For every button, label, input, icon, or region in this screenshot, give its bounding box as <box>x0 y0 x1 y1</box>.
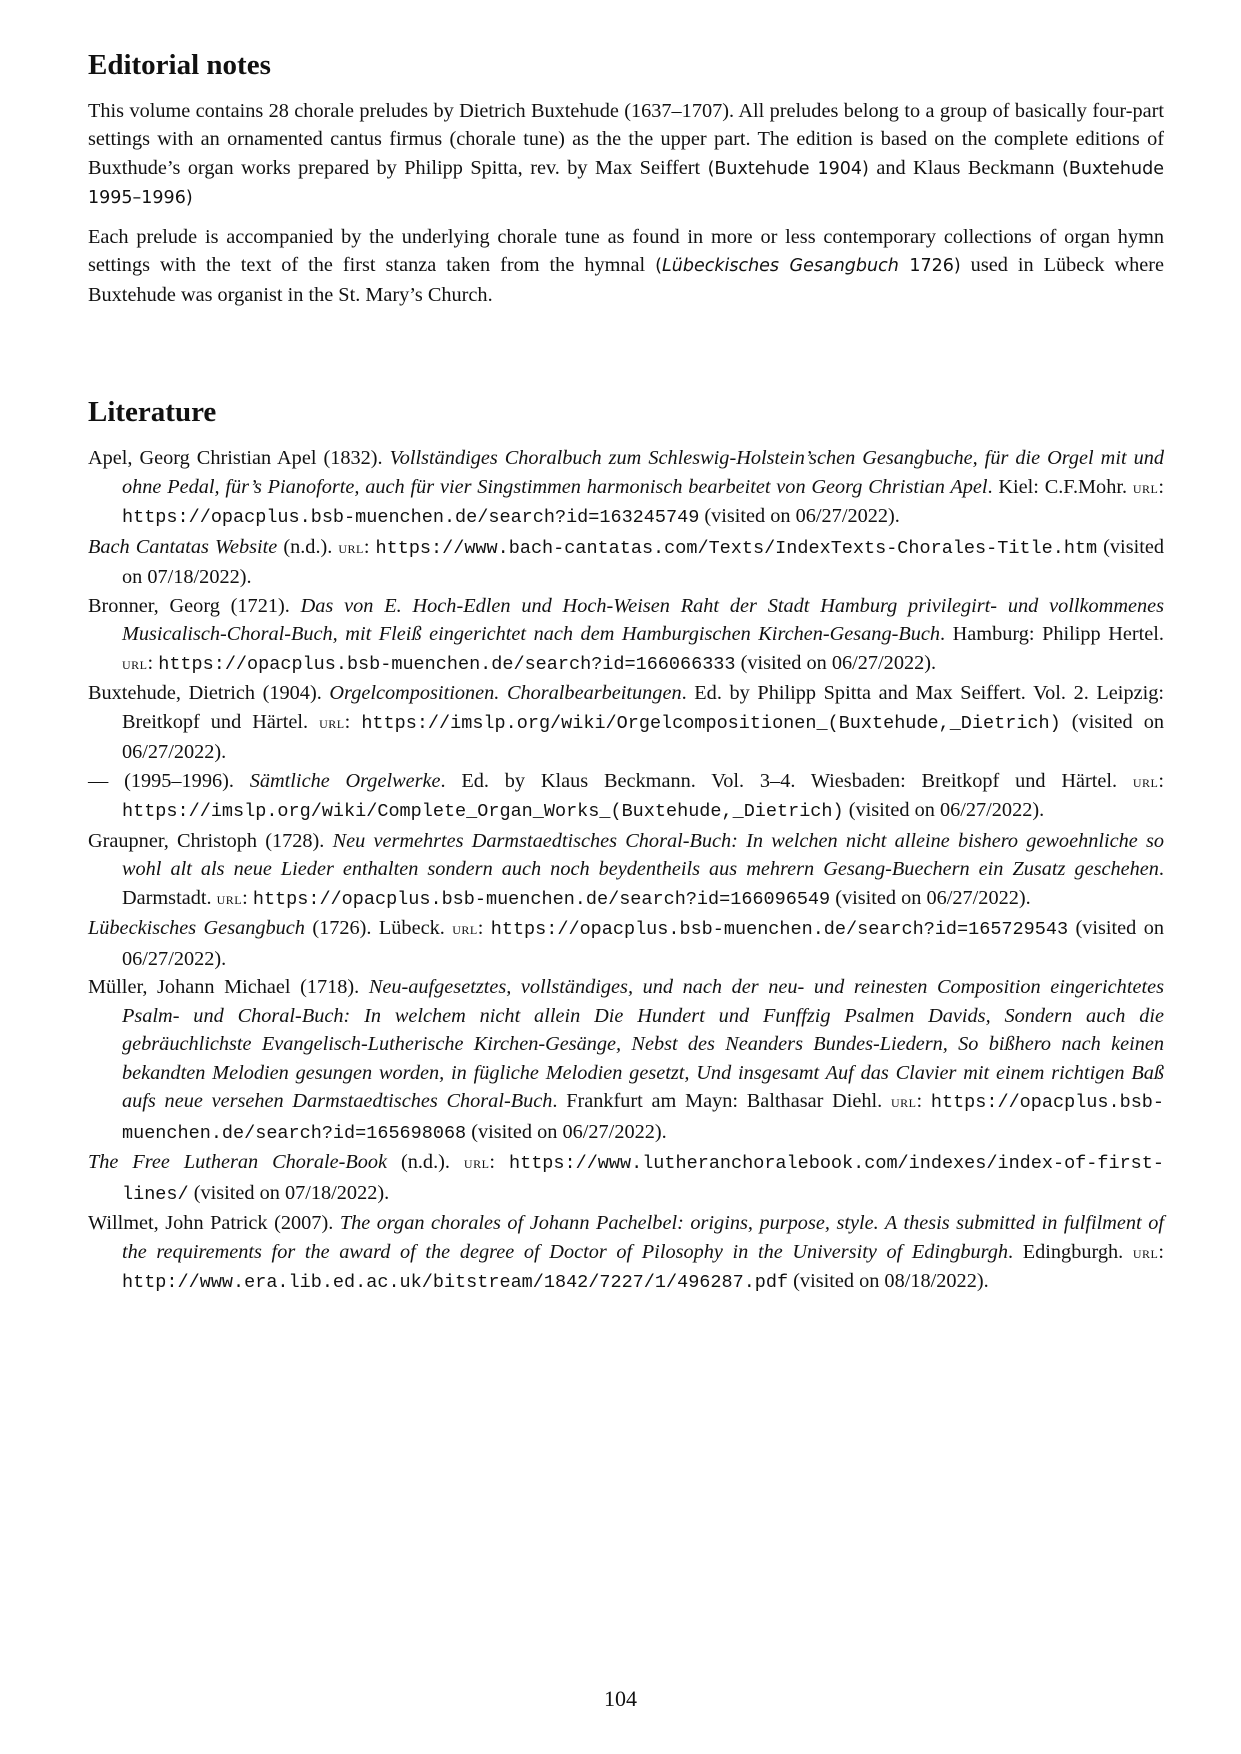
text-run: : <box>1158 769 1165 792</box>
bibliography-list <box>88 444 1164 1298</box>
url-link[interactable]: https://opacplus.bsb-muenchen.de/search?id=165698068 <box>122 1092 1164 1144</box>
bibliography-entry <box>88 1148 1164 1209</box>
text-run: ( <box>655 256 662 277</box>
url-link[interactable]: https://imslp.org/wiki/Orgelcompositionen_(Buxtehude,_Dietrich) <box>361 712 1061 734</box>
text-run: Each prelude is accompanied by the underlying chorale tune as found in more or less contemporary collections of organ hymn settings with the text of the first stanza taken from the hymnal <box>88 225 1164 277</box>
text-run: url <box>319 712 345 732</box>
text-run: (visited on 07/18/2022). <box>122 535 1164 589</box>
text-run: : <box>363 535 376 558</box>
text-run: Buxtehude, Dietrich (1904). <box>88 682 330 705</box>
page-content <box>88 48 1164 1298</box>
bibliography-entry <box>88 973 1164 1148</box>
bibliography-entry <box>88 592 1164 680</box>
text-run: . Hamburg: Philipp Hertel. <box>940 623 1164 646</box>
text-run: (visited on 06/27/2022). <box>735 651 937 674</box>
text-run: url <box>1132 771 1159 791</box>
url-link[interactable]: https://opacplus.bsb-muenchen.de/search?id=165729543 <box>490 919 1069 941</box>
url-link[interactable]: https://www.bach-cantatas.com/Texts/IndexTexts-Chorales-Title.htm <box>375 537 1098 559</box>
text-run: (visited on 06/27/2022). <box>122 917 1164 970</box>
text-run: . Kiel: C.F.Mohr. <box>987 475 1133 498</box>
text-run: . Ed. by Klaus Beckmann. Vol. 3–4. Wiesbaden: Breitkopf und Härtel. <box>440 769 1133 792</box>
bibliography-entry <box>88 1209 1164 1298</box>
text-run: : <box>242 886 253 909</box>
text-run: : <box>1158 1240 1164 1263</box>
text-run: (visited on 06/27/2022). <box>699 505 900 528</box>
text-run: (visited on 06/27/2022). <box>466 1120 667 1143</box>
text-run: : <box>344 710 362 733</box>
text-run: . Edingburgh. <box>1008 1240 1133 1263</box>
work-title: Sämtliche Orgelwerke <box>249 769 441 792</box>
text-run: url <box>463 1153 490 1173</box>
url-link[interactable]: https://www.lutheranchoralebook.com/indexes/index-of-first-lines/ <box>122 1153 1164 1205</box>
text-run: Müller, Johann Michael (1718). <box>88 976 369 999</box>
work-title: Neu vermehrtes Darmstaedtisches Choral-Buch: In welchen nicht alleine bishero gewoehnliche so wohl alt als neue Lieder enthalten sondern auch noch beydentheils aus mehrern Gesang-Buechern ein Zusatz geschehen <box>122 829 1164 881</box>
url-link[interactable]: https://opacplus.bsb-muenchen.de/search?id=166096549 <box>252 888 831 910</box>
text-run: used in Lübeck where Buxtehude was organist in the St. Mary’s Church. <box>88 254 1164 306</box>
text-run: This volume contains 28 chorale preludes by Dietrich Buxtehude (1637–1707). All preludes belong to a group of basically four-part settings with an ornamented cantus firmus (chorale tune) as the the upper part. The edition is based on the complete editions of Buxthude’s organ works prepared by Philipp Spitta, rev. by Max Seiffert <box>88 99 1164 179</box>
bibliography-entry <box>88 914 1164 973</box>
text-run: (n.d.). <box>277 535 339 558</box>
text-run: : <box>1158 475 1164 498</box>
text-run: Graupner, Christoph (1728). <box>88 829 333 852</box>
work-title: Neu-aufgesetztes, vollständiges, und nach der neu- und reinesten Composition eingerichtetes Psalm- und Choral-Buch: In welchem nicht allein Die Hundert und Funffzig Psalmen Davids, Sondern auch die gebräuchlichste Evangelisch-Lutherische Kirchen-Gesänge, Nebst des Neanders Bundes-Liedern, So bißhero nach keinen bekandten Melodien gesungen worden, in fügliche Melodien gesetzt, Und insgesamt Auf das Clavier mit einem richtigen Baß aufs neue versehen Darmstaedtisches Choral-Buch <box>122 976 1164 1113</box>
text-run: (visited on 06/27/2022). <box>830 886 1031 909</box>
text-run: (1726). Lübeck. <box>304 917 453 940</box>
text-run: url <box>890 1092 917 1112</box>
text-run: — (1995–1996). <box>88 769 250 792</box>
url-link[interactable]: https://imslp.org/wiki/Complete_Organ_Works_(Buxtehude,_Dietrich) <box>122 801 844 823</box>
work-title: Das von E. Hoch-Edlen und Hoch-Weisen Raht der Stadt Hamburg privilegirt- und vollkommenes Musicalisch-Choral-Buch, mit Fleiß eingerichtet nach dem Hamburgischen Kirchen-Gesang-Buch <box>122 594 1164 646</box>
page-number: 104 <box>604 1686 637 1711</box>
text-run: . Frankfurt am Mayn: Balthasar Diehl. <box>552 1090 891 1113</box>
text-run: : <box>916 1090 931 1113</box>
editorial-notes-heading: Editorial notes <box>88 49 271 81</box>
text-run: (visited on 07/18/2022). <box>188 1181 390 1204</box>
text-run: (visited on 06/27/2022). <box>843 799 1045 822</box>
work-title: Orgelcompositionen. Choralbearbeitungen <box>329 682 682 705</box>
text-run: . Darmstadt. <box>122 858 1164 909</box>
text-run: (n.d.). <box>387 1151 464 1174</box>
text-run: (visited on 08/18/2022). <box>788 1270 989 1293</box>
url-link[interactable]: https://opacplus.bsb-muenchen.de/search?id=166066333 <box>158 653 736 675</box>
work-title: Vollständiges Choralbuch zum Schleswig-Holstein’schen Gesangbuche, für die Orgel mit und ohne Pedal, für’s Pianoforte, auch für vier Singstimmen harmonisch bearbeitet von Georg Christian Apel <box>122 447 1164 498</box>
text-run: : <box>477 917 491 940</box>
text-run: . Ed. by Philipp Spitta and Max Seiffert. Vol. 2. Leipzig: Breitkopf und Härtel. <box>122 682 1164 733</box>
text-run: Apel, Georg Christian Apel (1832). <box>88 447 390 470</box>
text-run: (visited on 06/27/2022). <box>122 710 1164 764</box>
text-run: (Buxtehude 1995–1996) <box>88 158 1164 209</box>
text-run: and Klaus Beckmann <box>868 156 1063 179</box>
text-run: url <box>122 653 148 673</box>
text-run: url <box>1132 1242 1159 1262</box>
text-run: 1726) <box>898 256 961 277</box>
editorial-paragraph-2 <box>88 223 1164 310</box>
text-run: : <box>489 1151 509 1174</box>
text-run: url <box>1132 477 1159 497</box>
text-run: url <box>216 888 243 908</box>
text-run: : <box>147 651 159 674</box>
work-title: Bach Cantatas Website <box>88 535 278 558</box>
bibliography-entry <box>88 679 1164 767</box>
bibliography-entry <box>88 533 1164 592</box>
text-run: Willmet, John Patrick (2007). <box>88 1212 340 1235</box>
work-title: Lübeckisches Gesangbuch <box>88 917 305 940</box>
text-run: url <box>338 537 364 557</box>
bibliography-entry <box>88 444 1164 533</box>
work-title: Lübeckisches Gesangbuch <box>662 256 899 277</box>
text-run: Bronner, Georg (1721). <box>88 594 301 617</box>
bibliography-entry <box>88 827 1164 915</box>
text-run: url <box>452 919 478 939</box>
url-link[interactable]: https://opacplus.bsb-muenchen.de/search?id=163245749 <box>122 507 700 529</box>
literature-heading: Literature <box>88 396 217 429</box>
url-link[interactable]: http://www.era.lib.ed.ac.uk/bitstream/1842/7227/1/496287.pdf <box>122 1272 789 1294</box>
work-title: The Free Lutheran Chorale-Book <box>88 1151 388 1174</box>
work-title: The organ chorales of Johann Pachelbel: origins, purpose, style. A thesis submitted in fulfilment of the requirements for the award of the degree of Doctor of Pilosophy in the University of Edingburgh <box>122 1212 1164 1263</box>
editorial-paragraph-1 <box>88 97 1164 213</box>
text-run: (Buxtehude 1904) <box>707 158 869 179</box>
bibliography-entry <box>88 767 1164 827</box>
